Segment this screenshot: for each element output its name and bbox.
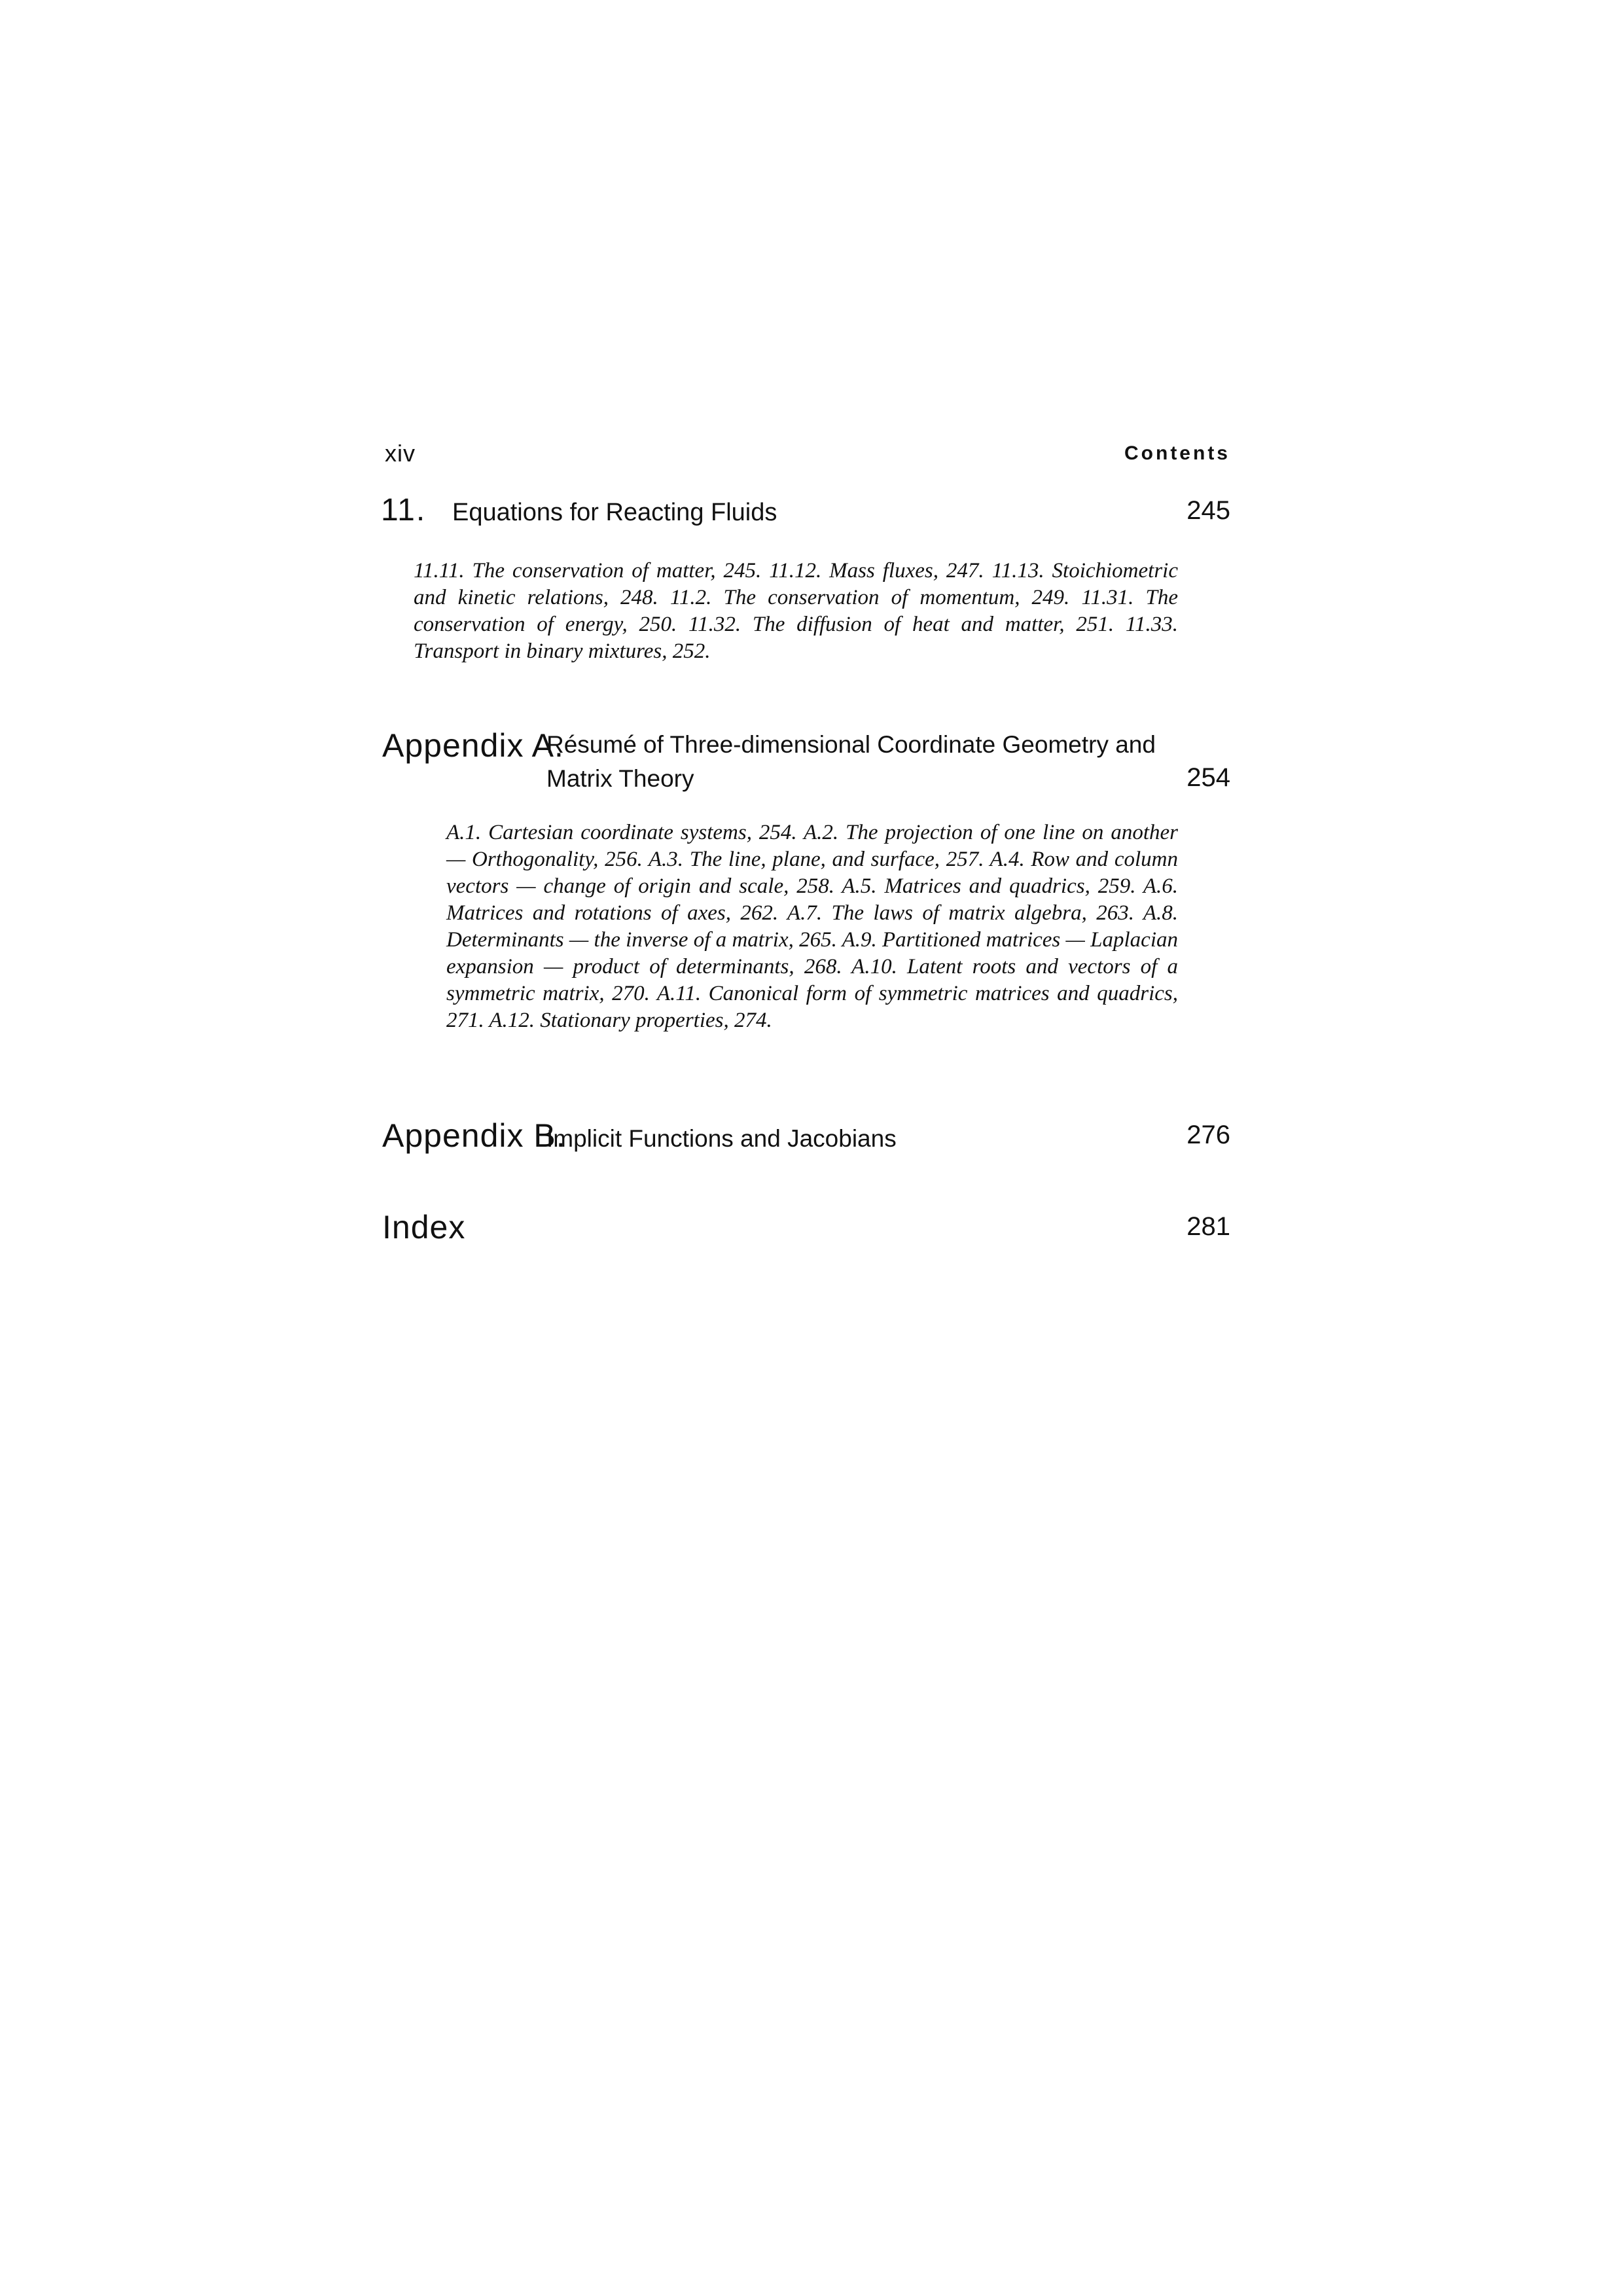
chapter-11-number: 11. [381,493,427,528]
appendix-a-page: 254 [1186,763,1230,792]
appendix-a-sections: A.1. Cartesian coordinate systems, 254. A.2. The projection of one line on another — Orthogonality, 256. A.3. The line, plane, and surface, 257. A.4. Row and column vectors — change of origin and scale, 258. A.5. Matrices and quadrics, 259. A.6. Matrices and rotations of axes, 262. A.7. The laws of matrix algebra, 263. A.8. Determinants — the inverse of a matrix, 265. A.9. Partitioned matrices — Laplacian expansion — product of determinants, 268. A.10. Latent roots and vectors of a symmetric matrix, 270. A.11. Canonical form of symmetric matrices and quadrics, 271. A.12. Stationary properties, 274. [446,821,1178,1032]
chapter-11-sections: 11.11. The conservation of matter, 245. 11.12. Mass fluxes, 247. 11.13. Stoichiometric and kinetic relations, 248. 11.2. The conservation of momentum, 249. 11.31. The conservation of energy, 250. 11.32. The diffusion of heat and matter, 251. 11.33. Transport in binary mixtures, 252. [414,559,1178,663]
appendix-a-title-line-1: Résumé of Three-dimensional Coordinate Geometry and [546,731,1156,758]
chapter-11-entry[interactable] [366,491,1230,537]
index-label: Index [382,1209,466,1246]
running-head-page-number: xiv [385,440,416,467]
appendix-a-label: Appendix A. [382,727,564,764]
chapter-11-title: Equations for Reacting Fluids [452,499,777,526]
chapter-11-page: 245 [1186,496,1230,525]
running-head-section: Contents [1124,442,1230,464]
appendix-b-page: 276 [1186,1121,1230,1149]
appendix-b-entry[interactable] [380,1117,1230,1162]
appendix-b-label: Appendix B. [382,1117,566,1154]
index-page: 281 [1186,1212,1230,1241]
index-entry[interactable] [380,1208,1230,1254]
appendix-a-entry[interactable] [380,726,1230,798]
appendix-a-title-line-2: Matrix Theory [546,765,694,792]
appendix-b-title: Implicit Functions and Jacobians [546,1125,897,1152]
